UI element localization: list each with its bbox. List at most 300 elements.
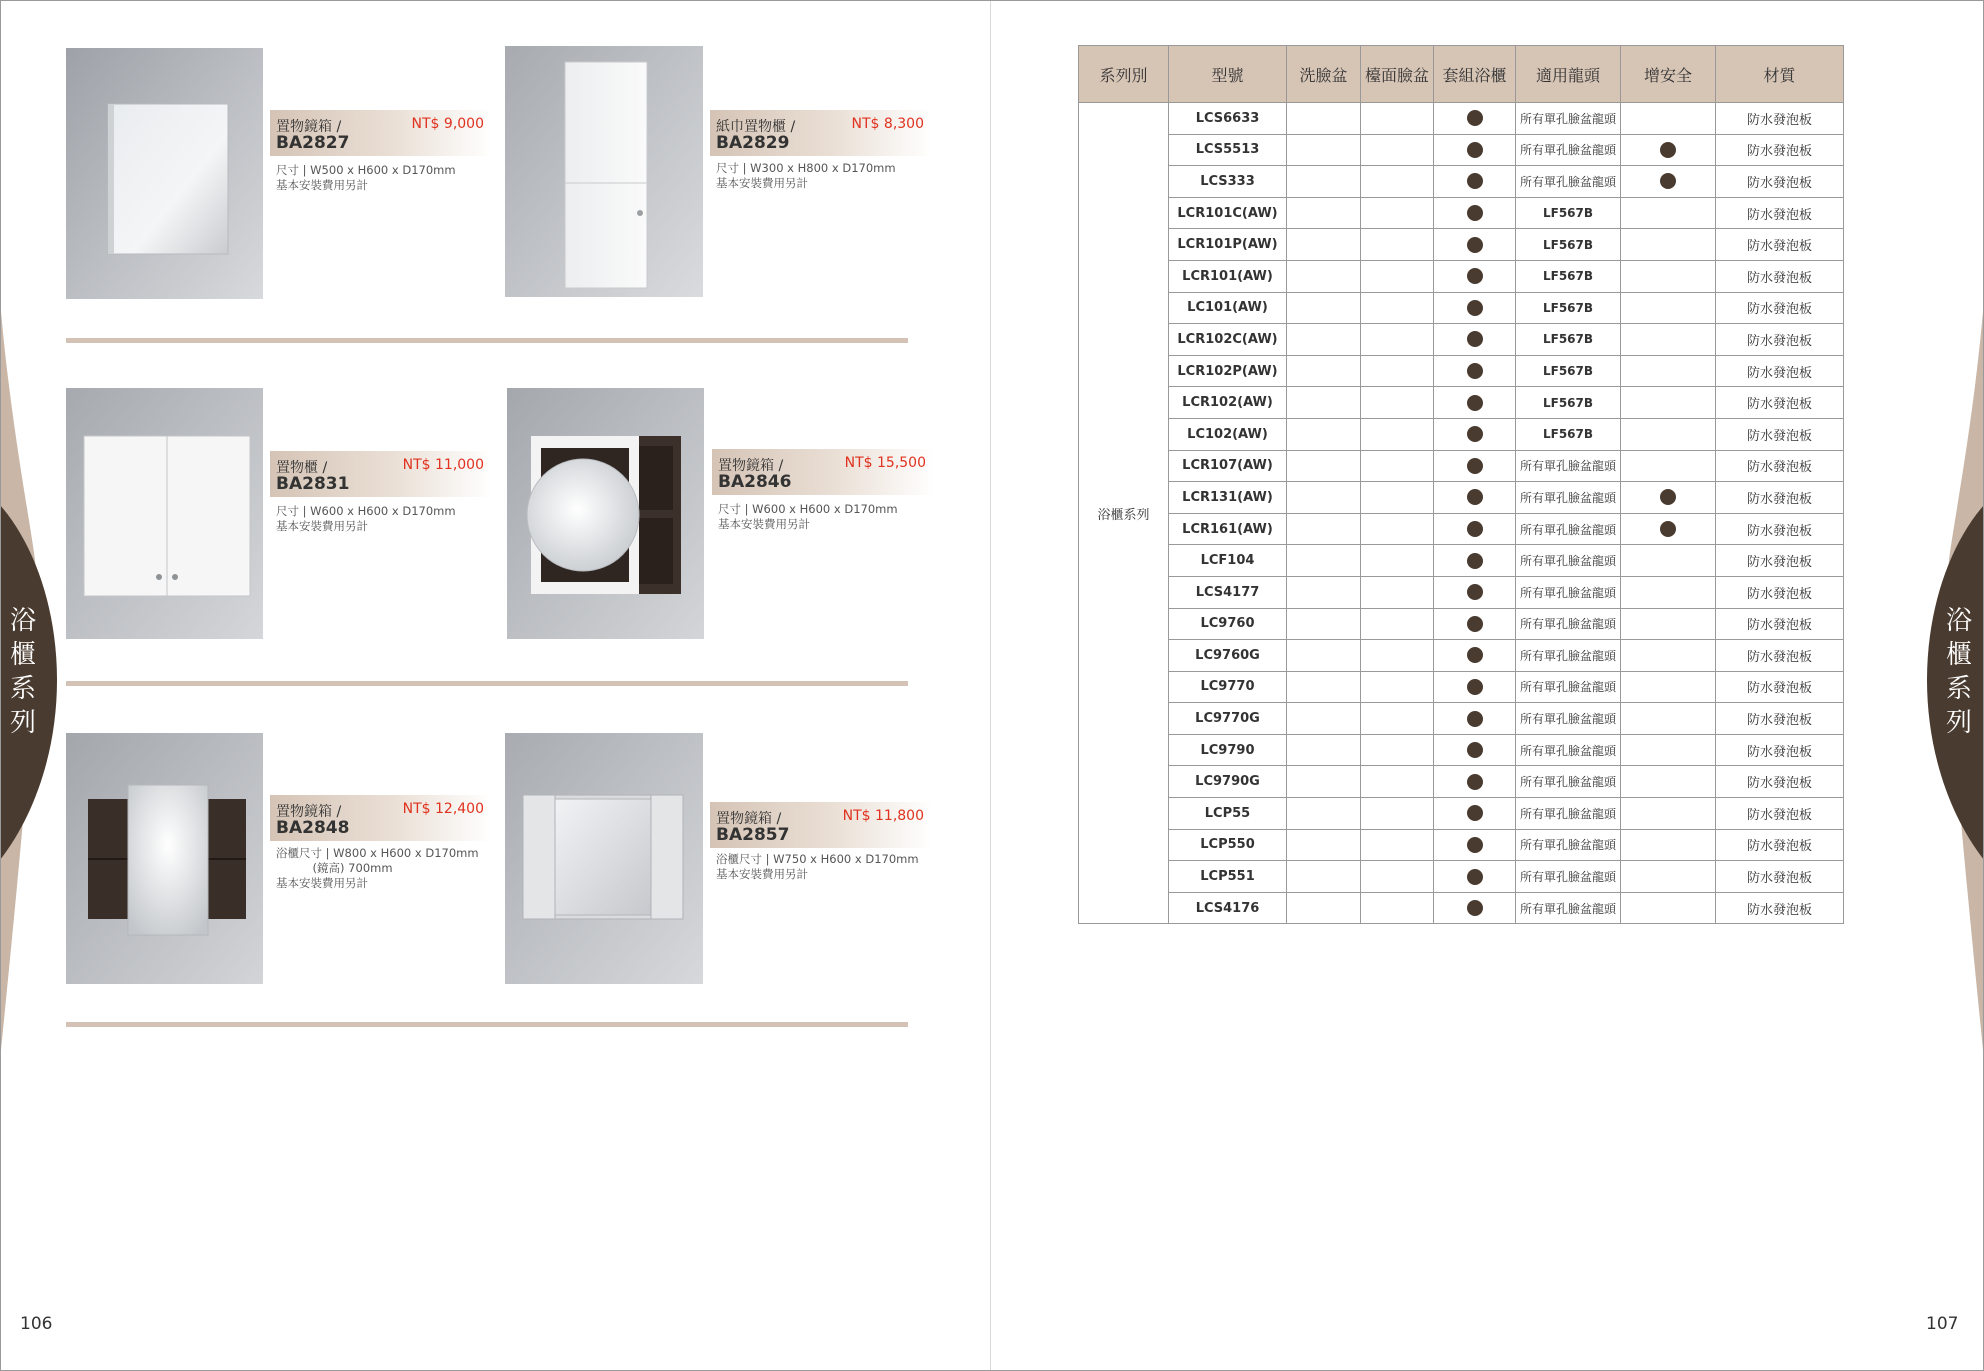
basin-cell (1287, 608, 1361, 640)
safety-cell (1621, 703, 1716, 735)
cabinet-set-cell (1434, 671, 1516, 703)
model-cell: LCR102P(AW) (1169, 355, 1287, 387)
page-number-right: 107 (1926, 1314, 1959, 1334)
cabinet-set-cell (1434, 703, 1516, 735)
side-char: 系 (1945, 674, 1974, 704)
model-cell: LCS4176 (1169, 892, 1287, 924)
material-cell: 防水發泡板 (1716, 482, 1844, 514)
faucet-cell: 所有單孔臉盆龍頭 (1516, 861, 1621, 893)
right-side-band (1924, 0, 1984, 1371)
safety-cell (1621, 418, 1716, 450)
faucet-cell: 所有單孔臉盆龍頭 (1516, 798, 1621, 830)
filled-dot-icon (1467, 837, 1483, 853)
product-photo-ba2829 (505, 46, 703, 297)
counter-basin-cell (1361, 608, 1434, 640)
safety-cell (1621, 324, 1716, 356)
filled-dot-icon (1660, 142, 1676, 158)
table-row (1079, 229, 1844, 261)
model-cell: LCR102(AW) (1169, 387, 1287, 419)
filled-dot-icon (1467, 742, 1483, 758)
product-info-ba2857 (710, 802, 932, 848)
header-series: 系列別 (1079, 46, 1169, 103)
material-cell: 防水發泡板 (1716, 355, 1844, 387)
side-char: 列 (1945, 708, 1974, 738)
faucet-cell: 所有單孔臉盆龍頭 (1516, 766, 1621, 798)
table-row (1079, 892, 1844, 924)
basin-cell (1287, 387, 1361, 419)
faucet-cell: 所有單孔臉盆龍頭 (1516, 450, 1621, 482)
product-code: BA2848 (276, 818, 350, 838)
safety-cell (1621, 229, 1716, 261)
safety-cell (1621, 671, 1716, 703)
product-info-ba2827 (270, 110, 492, 156)
product-spec-table (1078, 45, 1844, 924)
cabinet-set-cell (1434, 229, 1516, 261)
faucet-cell: 所有單孔臉盆龍頭 (1516, 892, 1621, 924)
basin-cell (1287, 103, 1361, 135)
model-cell: LCR101(AW) (1169, 260, 1287, 292)
safety-cell (1621, 482, 1716, 514)
safety-cell (1621, 103, 1716, 135)
material-cell: 防水發泡板 (1716, 134, 1844, 166)
table-row (1079, 387, 1844, 419)
product-price: NT$ 11,800 (842, 808, 924, 824)
faucet-cell: 所有單孔臉盆龍頭 (1516, 671, 1621, 703)
product-spec: 尺寸 | W300 x H800 x D170mm 基本安裝費用另計 (716, 161, 896, 190)
model-cell: LCS6633 (1169, 103, 1287, 135)
safety-cell (1621, 545, 1716, 577)
cabinet-set-cell (1434, 513, 1516, 545)
header-counter-basin: 檯面臉盆 (1361, 46, 1434, 103)
table-row (1079, 482, 1844, 514)
material-cell: 防水發泡板 (1716, 766, 1844, 798)
model-cell: LCS5513 (1169, 134, 1287, 166)
model-cell: LCP551 (1169, 861, 1287, 893)
basin-cell (1287, 513, 1361, 545)
faucet-cell: 所有單孔臉盆龍頭 (1516, 103, 1621, 135)
faucet-cell: 所有單孔臉盆龍頭 (1516, 829, 1621, 861)
table-row (1079, 766, 1844, 798)
counter-basin-cell (1361, 387, 1434, 419)
model-cell: LCF104 (1169, 545, 1287, 577)
table-row (1079, 324, 1844, 356)
basin-cell (1287, 324, 1361, 356)
material-cell: 防水發泡板 (1716, 418, 1844, 450)
material-cell: 防水發泡板 (1716, 892, 1844, 924)
left-page (0, 0, 990, 1371)
product-photo-ba2857 (505, 733, 703, 984)
cabinet-set-cell (1434, 892, 1516, 924)
material-cell: 防水發泡板 (1716, 576, 1844, 608)
counter-basin-cell (1361, 450, 1434, 482)
model-cell: LCR102C(AW) (1169, 324, 1287, 356)
product-spec: 浴櫃尺寸 | W800 x H600 x D170mm (鏡高) 700mm 基本安裝費用另計 (276, 846, 479, 890)
table-row (1079, 703, 1844, 735)
safety-cell (1621, 450, 1716, 482)
safety-cell (1621, 798, 1716, 830)
cabinet-set-cell (1434, 766, 1516, 798)
product-name: 紙巾置物櫃 / (716, 119, 796, 135)
table-header-row (1079, 46, 1844, 103)
safety-cell (1621, 829, 1716, 861)
faucet-cell: 所有單孔臉盆龍頭 (1516, 134, 1621, 166)
safety-cell (1621, 260, 1716, 292)
safety-cell (1621, 766, 1716, 798)
model-cell: LC101(AW) (1169, 292, 1287, 324)
faucet-cell: LF567B (1516, 418, 1621, 450)
product-photo-ba2827 (66, 48, 263, 299)
filled-dot-icon (1467, 647, 1483, 663)
left-side-label (4, 604, 44, 740)
right-side-label (1940, 604, 1980, 740)
filled-dot-icon (1467, 458, 1483, 474)
filled-dot-icon (1467, 616, 1483, 632)
safety-cell (1621, 387, 1716, 419)
cabinet-set-cell (1434, 103, 1516, 135)
faucet-cell: LF567B (1516, 324, 1621, 356)
basin-cell (1287, 671, 1361, 703)
counter-basin-cell (1361, 798, 1434, 830)
material-cell: 防水發泡板 (1716, 229, 1844, 261)
side-char: 浴 (9, 606, 38, 636)
safety-cell (1621, 734, 1716, 766)
table-row (1079, 418, 1844, 450)
model-cell: LC9770 (1169, 671, 1287, 703)
material-cell: 防水發泡板 (1716, 640, 1844, 672)
material-cell: 防水發泡板 (1716, 608, 1844, 640)
safety-cell (1621, 861, 1716, 893)
table-row (1079, 103, 1844, 135)
basin-cell (1287, 450, 1361, 482)
cabinet-set-cell (1434, 197, 1516, 229)
cabinet-set-cell (1434, 166, 1516, 198)
counter-basin-cell (1361, 103, 1434, 135)
faucet-cell: LF567B (1516, 387, 1621, 419)
product-spec: 尺寸 | W600 x H600 x D170mm 基本安裝費用另計 (276, 504, 456, 533)
table-row (1079, 166, 1844, 198)
filled-dot-icon (1467, 395, 1483, 411)
counter-basin-cell (1361, 734, 1434, 766)
table-row (1079, 608, 1844, 640)
filled-dot-icon (1467, 774, 1483, 790)
safety-cell (1621, 892, 1716, 924)
series-cell: 浴櫃系列 (1079, 103, 1169, 924)
basin-cell (1287, 892, 1361, 924)
material-cell: 防水發泡板 (1716, 450, 1844, 482)
basin-cell (1287, 418, 1361, 450)
model-cell: LCR101P(AW) (1169, 229, 1287, 261)
cabinet-set-cell (1434, 482, 1516, 514)
product-info-ba2846 (712, 449, 934, 495)
table-row (1079, 355, 1844, 387)
faucet-cell: LF567B (1516, 355, 1621, 387)
faucet-cell: 所有單孔臉盆龍頭 (1516, 166, 1621, 198)
table-row (1079, 671, 1844, 703)
material-cell: 防水發泡板 (1716, 671, 1844, 703)
model-cell: LCS4177 (1169, 576, 1287, 608)
left-side-band (0, 0, 60, 1371)
basin-cell (1287, 829, 1361, 861)
basin-cell (1287, 166, 1361, 198)
basin-cell (1287, 861, 1361, 893)
counter-basin-cell (1361, 197, 1434, 229)
cabinet-set-cell (1434, 829, 1516, 861)
product-info-ba2831 (270, 451, 492, 497)
basin-cell (1287, 576, 1361, 608)
header-faucet: 適用龍頭 (1516, 46, 1621, 103)
material-cell: 防水發泡板 (1716, 703, 1844, 735)
material-cell: 防水發泡板 (1716, 197, 1844, 229)
cabinet-set-cell (1434, 861, 1516, 893)
row-divider (66, 338, 908, 343)
material-cell: 防水發泡板 (1716, 734, 1844, 766)
side-char: 浴 (1945, 606, 1974, 636)
cabinet-set-cell (1434, 134, 1516, 166)
material-cell: 防水發泡板 (1716, 798, 1844, 830)
product-name: 置物鏡箱 / (276, 804, 342, 820)
model-cell: LC9790 (1169, 734, 1287, 766)
table-row (1079, 798, 1844, 830)
product-name: 置物鏡箱 / (718, 458, 784, 474)
basin-cell (1287, 482, 1361, 514)
cabinet-set-cell (1434, 608, 1516, 640)
faucet-cell: 所有單孔臉盆龍頭 (1516, 734, 1621, 766)
cabinet-set-cell (1434, 324, 1516, 356)
basin-cell (1287, 197, 1361, 229)
product-info-ba2848 (270, 795, 492, 841)
header-material: 材質 (1716, 46, 1844, 103)
safety-cell (1621, 355, 1716, 387)
basin-cell (1287, 134, 1361, 166)
side-char: 櫃 (9, 640, 38, 670)
model-cell: LCS333 (1169, 166, 1287, 198)
counter-basin-cell (1361, 292, 1434, 324)
header-model: 型號 (1169, 46, 1287, 103)
counter-basin-cell (1361, 324, 1434, 356)
faucet-cell: LF567B (1516, 197, 1621, 229)
filled-dot-icon (1467, 521, 1483, 537)
material-cell: 防水發泡板 (1716, 292, 1844, 324)
header-basin: 洗臉盆 (1287, 46, 1361, 103)
cabinet-set-cell (1434, 450, 1516, 482)
filled-dot-icon (1467, 173, 1483, 189)
counter-basin-cell (1361, 355, 1434, 387)
cabinet-set-cell (1434, 260, 1516, 292)
product-price: NT$ 9,000 (411, 116, 484, 132)
cabinet-set-cell (1434, 418, 1516, 450)
product-code: BA2857 (716, 825, 790, 845)
table-row (1079, 861, 1844, 893)
product-code: BA2829 (716, 133, 790, 153)
counter-basin-cell (1361, 861, 1434, 893)
product-spec: 尺寸 | W500 x H600 x D170mm 基本安裝費用另計 (276, 163, 456, 192)
filled-dot-icon (1467, 110, 1483, 126)
filled-dot-icon (1467, 900, 1483, 916)
faucet-cell: 所有單孔臉盆龍頭 (1516, 482, 1621, 514)
model-cell: LCR107(AW) (1169, 450, 1287, 482)
material-cell: 防水發泡板 (1716, 260, 1844, 292)
product-code: BA2831 (276, 474, 350, 494)
row-divider (66, 1022, 908, 1027)
safety-cell (1621, 197, 1716, 229)
safety-cell (1621, 608, 1716, 640)
filled-dot-icon (1467, 869, 1483, 885)
product-spec: 尺寸 | W600 x H600 x D170mm 基本安裝費用另計 (718, 502, 898, 531)
safety-cell (1621, 513, 1716, 545)
table-row (1079, 197, 1844, 229)
product-name: 置物鏡箱 / (276, 119, 342, 135)
counter-basin-cell (1361, 513, 1434, 545)
faucet-cell: 所有單孔臉盆龍頭 (1516, 608, 1621, 640)
header-cabinet-set: 套組浴櫃 (1434, 46, 1516, 103)
basin-cell (1287, 766, 1361, 798)
counter-basin-cell (1361, 134, 1434, 166)
model-cell: LC9760G (1169, 640, 1287, 672)
basin-cell (1287, 703, 1361, 735)
cabinet-set-cell (1434, 292, 1516, 324)
filled-dot-icon (1467, 363, 1483, 379)
filled-dot-icon (1467, 300, 1483, 316)
faucet-cell: 所有單孔臉盆龍頭 (1516, 545, 1621, 577)
basin-cell (1287, 798, 1361, 830)
filled-dot-icon (1660, 173, 1676, 189)
table-row (1079, 450, 1844, 482)
filled-dot-icon (1660, 521, 1676, 537)
filled-dot-icon (1467, 426, 1483, 442)
filled-dot-icon (1467, 142, 1483, 158)
model-cell: LCR101C(AW) (1169, 197, 1287, 229)
faucet-cell: 所有單孔臉盆龍頭 (1516, 513, 1621, 545)
basin-cell (1287, 640, 1361, 672)
filled-dot-icon (1467, 237, 1483, 253)
model-cell: LC9770G (1169, 703, 1287, 735)
faucet-cell: 所有單孔臉盆龍頭 (1516, 576, 1621, 608)
material-cell: 防水發泡板 (1716, 513, 1844, 545)
filled-dot-icon (1467, 711, 1483, 727)
faucet-cell: LF567B (1516, 292, 1621, 324)
safety-cell (1621, 292, 1716, 324)
counter-basin-cell (1361, 229, 1434, 261)
cabinet-set-cell (1434, 798, 1516, 830)
product-name: 置物櫃 / (276, 460, 328, 476)
product-spec: 浴櫃尺寸 | W750 x H600 x D170mm 基本安裝費用另計 (716, 852, 919, 881)
product-price: NT$ 8,300 (851, 116, 924, 132)
filled-dot-icon (1467, 553, 1483, 569)
model-cell: LC9790G (1169, 766, 1287, 798)
table-body (1079, 103, 1844, 924)
material-cell: 防水發泡板 (1716, 166, 1844, 198)
filled-dot-icon (1660, 489, 1676, 505)
model-cell: LCP550 (1169, 829, 1287, 861)
basin-cell (1287, 292, 1361, 324)
counter-basin-cell (1361, 892, 1434, 924)
cabinet-set-cell (1434, 545, 1516, 577)
material-cell: 防水發泡板 (1716, 387, 1844, 419)
cabinet-set-cell (1434, 387, 1516, 419)
counter-basin-cell (1361, 166, 1434, 198)
counter-basin-cell (1361, 545, 1434, 577)
counter-basin-cell (1361, 640, 1434, 672)
safety-cell (1621, 640, 1716, 672)
side-char: 系 (9, 674, 38, 704)
cabinet-set-cell (1434, 640, 1516, 672)
material-cell: 防水發泡板 (1716, 545, 1844, 577)
faucet-cell: 所有單孔臉盆龍頭 (1516, 703, 1621, 735)
safety-cell (1621, 576, 1716, 608)
safety-cell (1621, 166, 1716, 198)
side-char: 櫃 (1945, 640, 1974, 670)
filled-dot-icon (1467, 805, 1483, 821)
filled-dot-icon (1467, 584, 1483, 600)
product-photo-ba2831 (66, 388, 263, 639)
basin-cell (1287, 355, 1361, 387)
faucet-cell: 所有單孔臉盆龍頭 (1516, 640, 1621, 672)
product-price: NT$ 12,400 (402, 801, 484, 817)
counter-basin-cell (1361, 260, 1434, 292)
header-safety: 增安全 (1621, 46, 1716, 103)
model-cell: LCP55 (1169, 798, 1287, 830)
material-cell: 防水發泡板 (1716, 829, 1844, 861)
table-row (1079, 640, 1844, 672)
product-code: BA2827 (276, 133, 350, 153)
product-price: NT$ 15,500 (844, 455, 926, 471)
table-row (1079, 134, 1844, 166)
table-row (1079, 545, 1844, 577)
cabinet-set-cell (1434, 355, 1516, 387)
table-row (1079, 829, 1844, 861)
counter-basin-cell (1361, 829, 1434, 861)
model-cell: LCR161(AW) (1169, 513, 1287, 545)
basin-cell (1287, 229, 1361, 261)
row-divider (66, 681, 908, 686)
filled-dot-icon (1467, 331, 1483, 347)
filled-dot-icon (1467, 268, 1483, 284)
table-row (1079, 513, 1844, 545)
product-photo-ba2846 (507, 388, 704, 639)
counter-basin-cell (1361, 482, 1434, 514)
side-char: 列 (9, 708, 38, 738)
table-row (1079, 292, 1844, 324)
table-row (1079, 260, 1844, 292)
basin-cell (1287, 260, 1361, 292)
page-number-left: 106 (20, 1314, 53, 1334)
filled-dot-icon (1467, 489, 1483, 505)
basin-cell (1287, 545, 1361, 577)
cabinet-set-cell (1434, 576, 1516, 608)
material-cell: 防水發泡板 (1716, 861, 1844, 893)
cabinet-set-cell (1434, 734, 1516, 766)
material-cell: 防水發泡板 (1716, 324, 1844, 356)
table-row (1079, 734, 1844, 766)
faucet-cell: LF567B (1516, 229, 1621, 261)
basin-cell (1287, 734, 1361, 766)
product-info-ba2829 (710, 110, 932, 156)
counter-basin-cell (1361, 766, 1434, 798)
counter-basin-cell (1361, 703, 1434, 735)
product-code: BA2846 (718, 472, 792, 492)
model-cell: LC102(AW) (1169, 418, 1287, 450)
counter-basin-cell (1361, 576, 1434, 608)
product-photo-ba2848 (66, 733, 263, 984)
counter-basin-cell (1361, 671, 1434, 703)
material-cell: 防水發泡板 (1716, 103, 1844, 135)
table-row (1079, 576, 1844, 608)
filled-dot-icon (1467, 205, 1483, 221)
filled-dot-icon (1467, 679, 1483, 695)
product-price: NT$ 11,000 (402, 457, 484, 473)
product-name: 置物鏡箱 / (716, 811, 782, 827)
counter-basin-cell (1361, 418, 1434, 450)
